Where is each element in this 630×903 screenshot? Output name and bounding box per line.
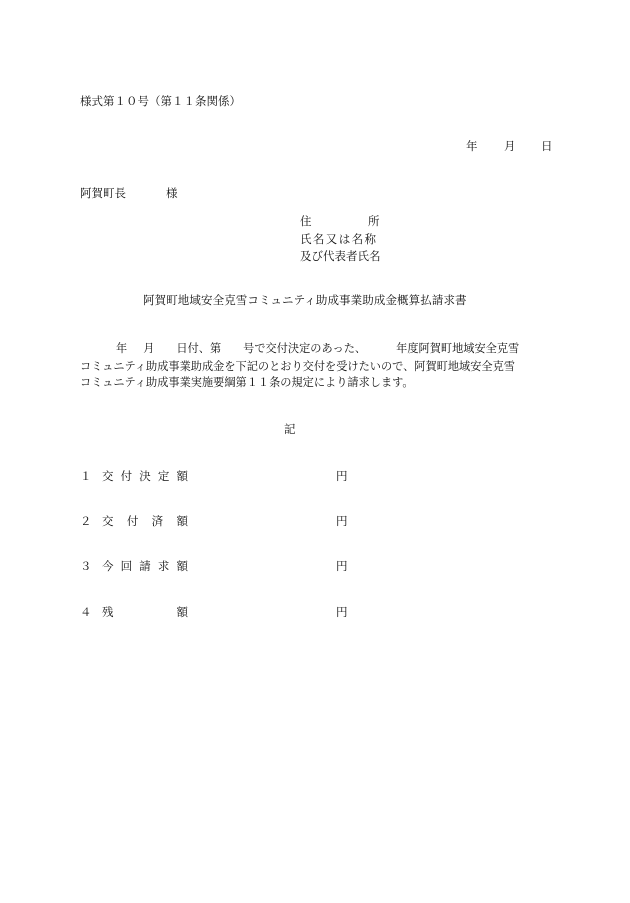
- item-label: [102, 561, 188, 573]
- date-year-label: 年: [466, 139, 478, 153]
- body-fiscal-year: 年度阿賀町地域安全克雪: [396, 342, 520, 355]
- item-label-char: 付: [120, 469, 133, 483]
- list-item: [80, 471, 360, 485]
- item-unit: 円: [336, 514, 348, 528]
- item-unit: 円: [336, 605, 348, 619]
- applicant-address-label-2: 所: [368, 214, 380, 228]
- item-unit: 円: [336, 559, 348, 573]
- applicant-name-label: 氏名又は名称: [300, 232, 378, 246]
- item-label-char: 額: [176, 605, 188, 619]
- item-label-char: 請: [139, 559, 151, 573]
- list-item: [80, 561, 360, 575]
- body-date-ref: 日付、第: [176, 342, 222, 355]
- list-item: [80, 607, 360, 621]
- ki-heading: 記: [284, 422, 296, 436]
- item-label: [102, 471, 188, 483]
- item-label: [102, 607, 188, 619]
- item-label: [102, 516, 188, 528]
- body-line-3: コミュニティ助成事業実施要綱第１１条の規定により請求します。: [80, 376, 414, 389]
- item-number: ２: [80, 514, 92, 528]
- item-label-char: 済: [151, 514, 164, 528]
- list-item: [80, 516, 360, 530]
- date-month-label: 月: [504, 139, 516, 153]
- date-line: [466, 141, 552, 155]
- item-label-char: 定: [157, 469, 170, 483]
- item-number: ４: [80, 605, 92, 619]
- body-month: 月: [143, 342, 155, 355]
- date-day-label: 日: [541, 139, 553, 153]
- item-number: １: [80, 469, 92, 483]
- body-number-ref: 号で交付決定のあった、: [243, 342, 367, 355]
- body-line-2: コミュニティ助成事業助成金を下記のとおり交付を受けたいので、阿賀町地域安全克雪: [80, 360, 515, 373]
- item-number: ３: [80, 559, 92, 573]
- applicant-representative-label: 及び代表者氏名: [300, 249, 381, 263]
- body-year: 年: [116, 342, 128, 355]
- item-label-char: 今: [102, 559, 114, 573]
- item-label-char: 回: [120, 559, 133, 573]
- item-label-char: 求: [157, 559, 170, 573]
- item-label-char: 決: [139, 469, 151, 483]
- item-label-char: 額: [176, 514, 188, 528]
- body-line-1: [80, 343, 519, 354]
- applicant-address-label-1: 住: [300, 214, 312, 228]
- addressee-honorific: 様: [166, 186, 178, 200]
- document-title: 阿賀町地域安全克雪コミュニティ助成事業助成金概算払請求書: [143, 293, 467, 307]
- item-label-char: 交: [102, 469, 114, 483]
- item-label-char: 交: [102, 514, 114, 528]
- form-number: 様式第１０号（第１１条関係）: [80, 94, 241, 108]
- item-label-char: 額: [176, 469, 188, 483]
- item-unit: 円: [336, 469, 348, 483]
- item-label-char: 額: [176, 559, 188, 573]
- addressee-name: 阿賀町長: [80, 186, 126, 200]
- item-label-char: 残: [102, 605, 114, 619]
- item-label-char: 付: [126, 514, 139, 528]
